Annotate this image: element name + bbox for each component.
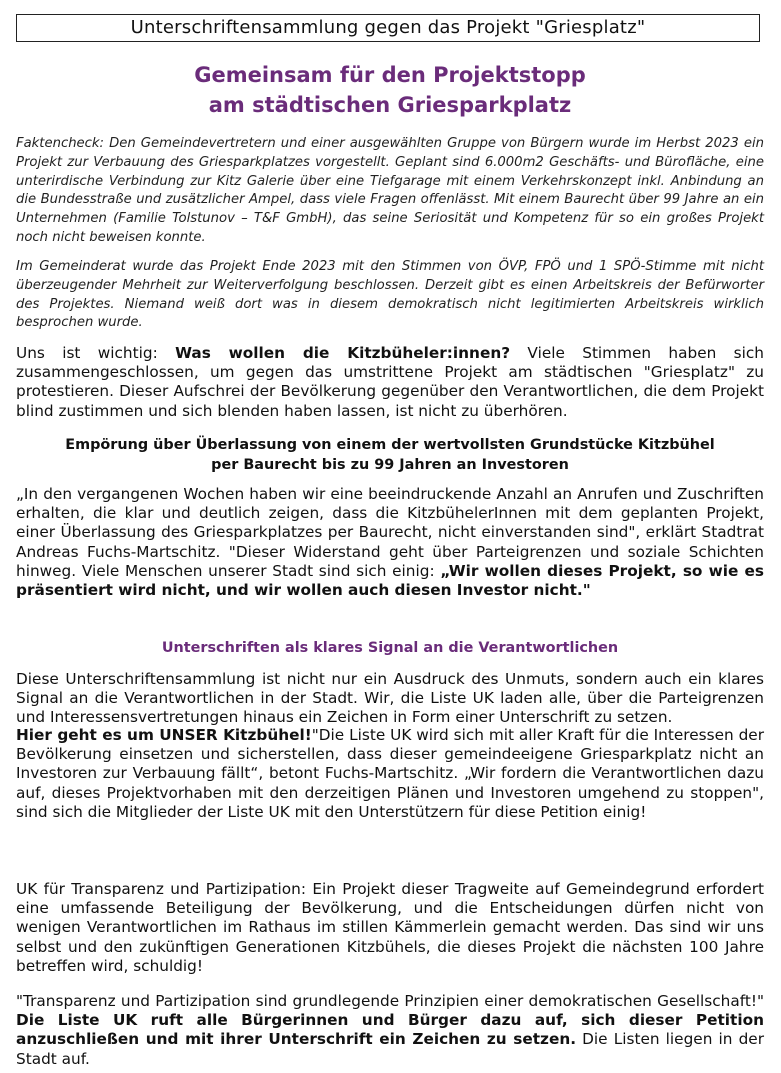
fact-check-paragraph-2: Im Gemeinderat wurde das Projekt Ende 2023 mit den Stimmen von ÖVP, FPÖ und 1 SPÖ-Stimme mit nicht überzeugender Mehrheit zur Weiterverfolgung beschlossen. Derzeit gibt es einen Arbeitskreis der Befürworter des Projektes. Niemand weiß dort was in diesem demokratisch nicht legitimierten Arbeitskreis wirklich besprochen wurde. xyxy=(16,259,764,331)
subheading-signatures: Unterschriften als klares Signal an die Verantwortlichen xyxy=(161,640,619,656)
kitzbuehel-text: "Die Liste UK wird sich mit aller Kraft für die Interessen der Bevölkerung einsetzen und sicherstellen, dass dieser gemeindeeigene Griesparkplatz nicht an Investoren zur Verbauung fällt“, betont Fuchs-Martschitz. „Wir fordern die Verantwortlichen dazu auf, dieses Projektvorhaben mit den derzeitigen Plänen und Investoren umgehend zu stoppen", sind sich die Mitglieder der Liste UK mit den Unterstützern für diese Petition einig! xyxy=(16,726,764,821)
subheading-outrage-line-1: Empörung über Überlassung von einem der wertvollsten Grundstücke Kitzbühel xyxy=(65,437,715,453)
closing-quote: "Transparenz und Partizipation sind grundlegende Prinzipien einer demokratischen Gesellschaft!" xyxy=(16,992,764,1010)
quote-bold: „Wir wollen dieses Projekt, so wie es präsentiert wird nicht, und wir wollen auch diesen Investor nicht." xyxy=(16,561,764,600)
quote-paragraph xyxy=(16,485,764,600)
fact-check-paragraph-1: Faktencheck: Den Gemeindevertretern und einer ausgewählten Gruppe von Bürgern wurde im Herbst 2023 ein Projekt zur Verbauung des Griesparkplatzes vorgestellt. Geplant sind 6.000m2 Geschäfts- und Bürofläche, eine unterirdische Verbindung zur Kitz Galerie über eine Tiefgarage mit einem Verkehrskonzept inkl. Anbindung an die Bundesstraße und zusätzlicher Ampel, dass viele Fragen offenlässt. Mit einem Baurecht über 99 Jahre an ein Unternehmen (Familie Tolstunov – T&F GmbH), das seine Seriosität und Kompetenz für so ein großes Projekt noch nicht beweisen konnte. xyxy=(16,136,764,245)
headline-line-1: Gemeinsam für den Projektstopp xyxy=(194,63,586,87)
kitzbuehel-bold: Hier geht es um UNSER Kitzbühel! xyxy=(16,726,312,744)
intro-paragraph xyxy=(16,344,764,421)
subheading-outrage xyxy=(16,436,764,475)
intro-lead: Uns ist wichtig: xyxy=(16,344,176,362)
headline xyxy=(16,60,764,120)
intro-question: Was wollen die Kitzbüheler:innen? xyxy=(175,344,511,362)
banner-title: Unterschriftensammlung gegen das Projekt "Griesplatz" xyxy=(16,14,760,42)
signal-paragraph: Diese Unterschriftensammlung ist nicht nur ein Ausdruck des Unmuts, sondern auch ein klares Signal an die Verantwortlichen in der Stadt. Wir, die Liste UK laden alle, über die Parteigrenzen und Interessensvertretungen hinaus ein Zeichen in Form einer Unterschrift zu setzen. xyxy=(16,670,764,727)
headline-line-2: am städtischen Griesparkplatz xyxy=(208,93,572,117)
transparency-paragraph: UK für Transparenz und Partizipation: Ein Projekt dieser Tragweite auf Gemeindegrund erfordert eine umfassende Beteiligung der Bevölkerung, und die Entscheidungen dürfen nicht von wenigen Verantwortlichen im Rathaus im stillen Kämmerlein gemacht werden. Das sind wir uns selbst und den zukünftigen Generationen Kitzbühels, die dieses Projekt die nächsten 100 Jahre betreffen wird, schuldig! xyxy=(16,880,764,975)
kitzbuehel-paragraph xyxy=(16,726,764,822)
quote-text: „In den vergangenen Wochen haben wir eine beeindruckende Anzahl an Anrufen und Zuschriften erhalten, die klar und deutlich zeigen, dass die KitzbühelerInnen mit dem geplanten Projekt, einer Überlassung des Griesparkplatzes per Baurecht, nicht einverstanden sind", erklärt Stadtrat Andreas Fuchs-Martschitz. "Dieser Widerstand geht über Parteigrenzen und soziale Schichten hinweg. Viele Menschen unserer Stadt sind sich einig: xyxy=(16,485,764,580)
closing-paragraph xyxy=(16,992,764,1069)
closing-bold: Die Liste UK ruft alle Bürgerinnen und Bürger dazu auf, sich dieser Petition anzuschließen und mit ihrer Unterschrift ein Zeichen zu setzen. xyxy=(16,1011,764,1049)
subheading-outrage-line-2: per Baurecht bis zu 99 Jahren an Investoren xyxy=(211,456,569,473)
closing-rest: Die Listen liegen in der Stadt auf. xyxy=(16,1030,764,1068)
intro-rest: Viele Stimmen haben sich zusammengeschlossen, um gegen das umstrittene Projekt am städtischen "Griesplatz" zu protestieren. Dieser Aufschrei der Bevölkerung gegenüber den Verantwortlichen, die dem Projekt blind zustimmen und sich blenden haben lassen, ist nicht zu überhören. xyxy=(16,344,764,420)
